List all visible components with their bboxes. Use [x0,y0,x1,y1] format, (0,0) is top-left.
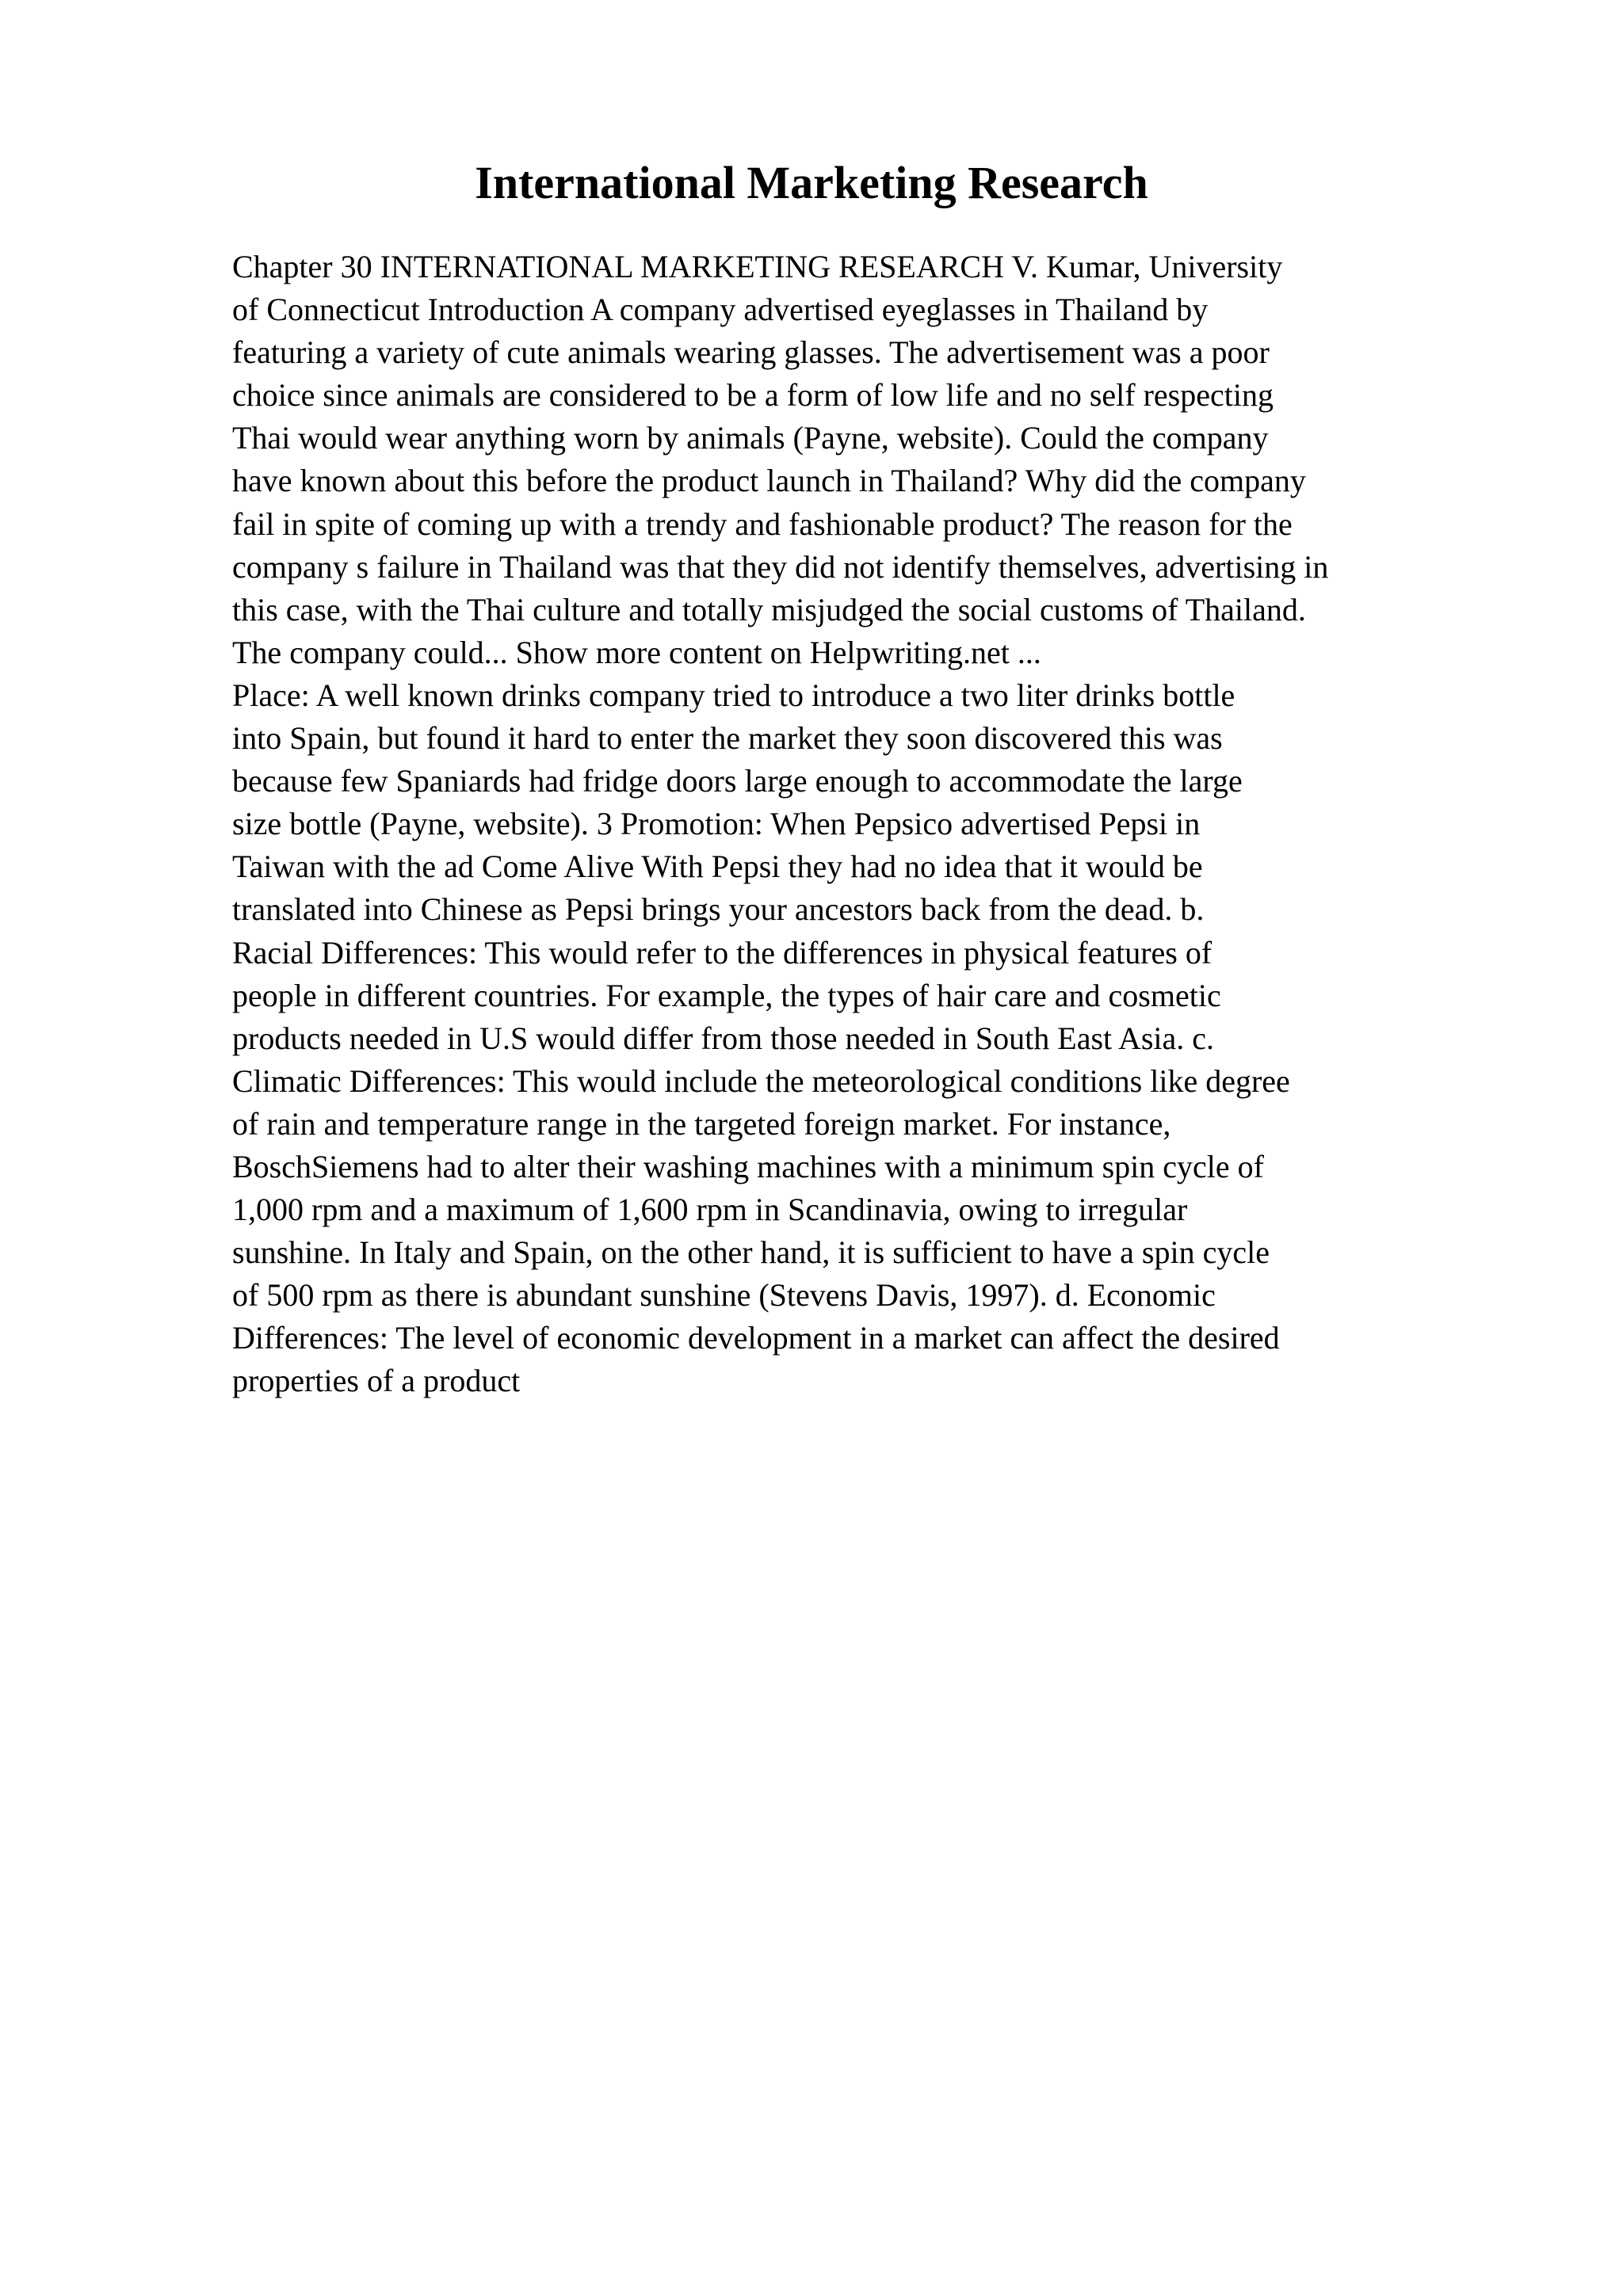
text-line: translated into Chinese as Pepsi brings your ancestors back from the dead. b. [232,891,1205,928]
text-line: Place: A well known drinks company tried to introduce a two liter drinks bottle [232,677,1235,713]
text-line: of rain and temperature range in the targeted foreign market. For instance, [232,1105,1171,1142]
text-line: featuring a variety of cute animals wearing glasses. The advertisement was a poor [232,334,1270,371]
text-line: of Connecticut Introduction A company advertised eyeglasses in Thailand by [232,292,1209,328]
text-line: size bottle (Payne, website). 3 Promotion: When Pepsico advertised Pepsi in [232,806,1201,842]
text-line: Taiwan with the ad Come Alive With Pepsi they had no idea that it would be [232,849,1203,885]
text-line: choice since animals are considered to be a form of low life and no self respecting [232,377,1274,414]
text-line: Climatic Differences: This would include the meteorological conditions like degree [232,1062,1290,1099]
text-line: company s failure in Thailand was that they did not identify themselves, advertising in [232,548,1329,585]
text-line: Differences: The level of economic development in a market can affect the desired [232,1320,1280,1356]
text-line: people in different countries. For example, the types of hair care and cosmetic [232,977,1221,1013]
body-paragraph [232,246,1548,1403]
text-line: this case, with the Thai culture and totally misjudged the social customs of Thailand. [232,591,1306,627]
text-line: The company could... Show more content on Helpwriting.net ... [232,634,1041,670]
text-line: Chapter 30 INTERNATIONAL MARKETING RESEARCH V. Kumar, University [232,249,1283,284]
text-line: of 500 rpm as there is abundant sunshine (Stevens Davis, 1997). d. Economic [232,1277,1216,1314]
text-line: fail in spite of coming up with a trendy and fashionable product? The reason for the [232,505,1293,542]
text-line: products needed in U.S would differ from those needed in South East Asia. c. [232,1020,1215,1056]
text-line: have known about this before the product launch in Thailand? Why did the company [232,463,1306,499]
text-line: because few Spaniards had fridge doors large enough to accommodate the large [232,763,1243,799]
text-line: Thai would wear anything worn by animals (Payne, website). Could the company [232,420,1269,456]
text-line: Racial Differences: This would refer to the differences in physical features of [232,934,1212,971]
text-line: into Spain, but found it hard to enter the market they soon discovered this was [232,720,1223,757]
text-line: sunshine. In Italy and Spain, on the other hand, it is sufficient to have a spin cycle [232,1234,1270,1271]
page-title: International Marketing Research [475,157,1148,208]
text-line: 1,000 rpm and a maximum of 1,600 rpm in Scandinavia, owing to irregular [232,1192,1188,1228]
text-line: properties of a product [232,1363,521,1399]
text-line: BoschSiemens had to alter their washing machines with a minimum spin cycle of [232,1148,1264,1184]
